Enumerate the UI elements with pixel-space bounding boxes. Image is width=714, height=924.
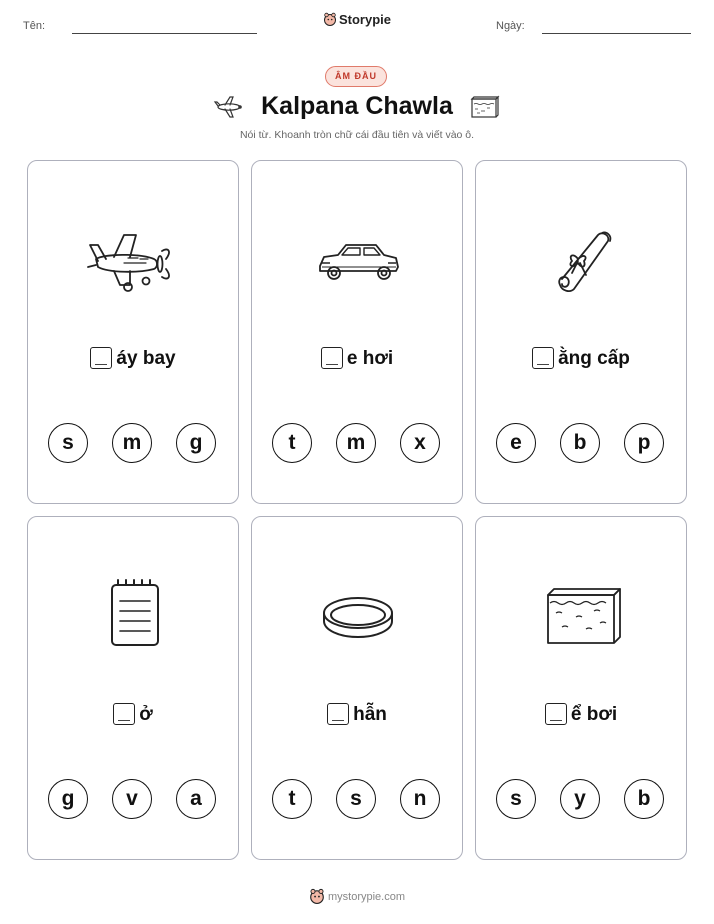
airplane-icon <box>84 221 184 301</box>
answer-box[interactable] <box>327 703 349 725</box>
letter-option[interactable]: m <box>336 423 376 463</box>
answer-box[interactable] <box>545 703 567 725</box>
word-prompt <box>28 703 238 726</box>
word-prompt <box>252 347 462 370</box>
name-label: Tên: <box>23 20 46 32</box>
aquarium-tank-icon <box>469 94 501 120</box>
letter-option[interactable]: x <box>400 423 440 463</box>
word-ending: hẫn <box>353 704 387 725</box>
letter-option[interactable]: a <box>176 779 216 819</box>
word-card <box>251 160 463 504</box>
letter-option[interactable]: m <box>112 423 152 463</box>
letter-option[interactable]: s <box>48 423 88 463</box>
word-ending: e hơi <box>346 348 394 369</box>
aquarium-tank-icon <box>532 577 632 657</box>
name-line[interactable] <box>72 33 257 34</box>
word-ending: áy bay <box>116 348 176 369</box>
letter-option[interactable]: p <box>624 423 664 463</box>
word-prompt <box>476 703 686 726</box>
letter-option[interactable]: s <box>496 779 536 819</box>
letter-option[interactable]: v <box>112 779 152 819</box>
brand <box>0 12 714 27</box>
letter-option[interactable]: n <box>400 779 440 819</box>
footer <box>0 888 714 904</box>
answer-box[interactable] <box>532 347 554 369</box>
word-prompt <box>476 347 686 370</box>
instructions: Nói từ. Khoanh tròn chữ cái đầu tiên và viết vào ô. <box>239 129 475 141</box>
word-card <box>27 160 239 504</box>
word-card <box>27 516 239 860</box>
word-card <box>475 516 687 860</box>
letter-option[interactable]: y <box>560 779 600 819</box>
date-line[interactable] <box>542 33 691 34</box>
word-card <box>251 516 463 860</box>
word-card <box>475 160 687 504</box>
letter-option[interactable]: b <box>560 423 600 463</box>
diploma-scroll-icon <box>532 221 632 301</box>
storypie-logo-icon <box>309 888 325 904</box>
topic-badge: ÂM ĐẦU <box>325 66 387 87</box>
word-prompt <box>252 703 462 726</box>
letter-option[interactable]: g <box>48 779 88 819</box>
letter-option[interactable]: g <box>176 423 216 463</box>
date-label: Ngày: <box>496 20 525 32</box>
answer-box[interactable] <box>113 703 135 725</box>
word-ending: ằng cấp <box>558 348 630 369</box>
ring-icon <box>308 577 408 657</box>
letter-option[interactable]: t <box>272 779 312 819</box>
answer-box[interactable] <box>90 347 112 369</box>
letter-option[interactable]: t <box>272 423 312 463</box>
letter-option[interactable]: s <box>336 779 376 819</box>
notepad-icon <box>84 577 184 657</box>
word-prompt <box>28 347 238 370</box>
brand-name: Storypie <box>338 12 391 27</box>
letter-option[interactable]: e <box>496 423 536 463</box>
footer-url[interactable]: mystorypie.com <box>327 891 406 903</box>
storypie-logo-icon <box>323 12 337 26</box>
page-title: Kalpana Chawla <box>261 92 453 120</box>
letter-option[interactable]: b <box>624 779 664 819</box>
word-ending: ể bơi <box>570 704 618 725</box>
word-ending: ở <box>139 704 153 725</box>
answer-box[interactable] <box>321 347 343 369</box>
car-icon <box>308 221 408 301</box>
